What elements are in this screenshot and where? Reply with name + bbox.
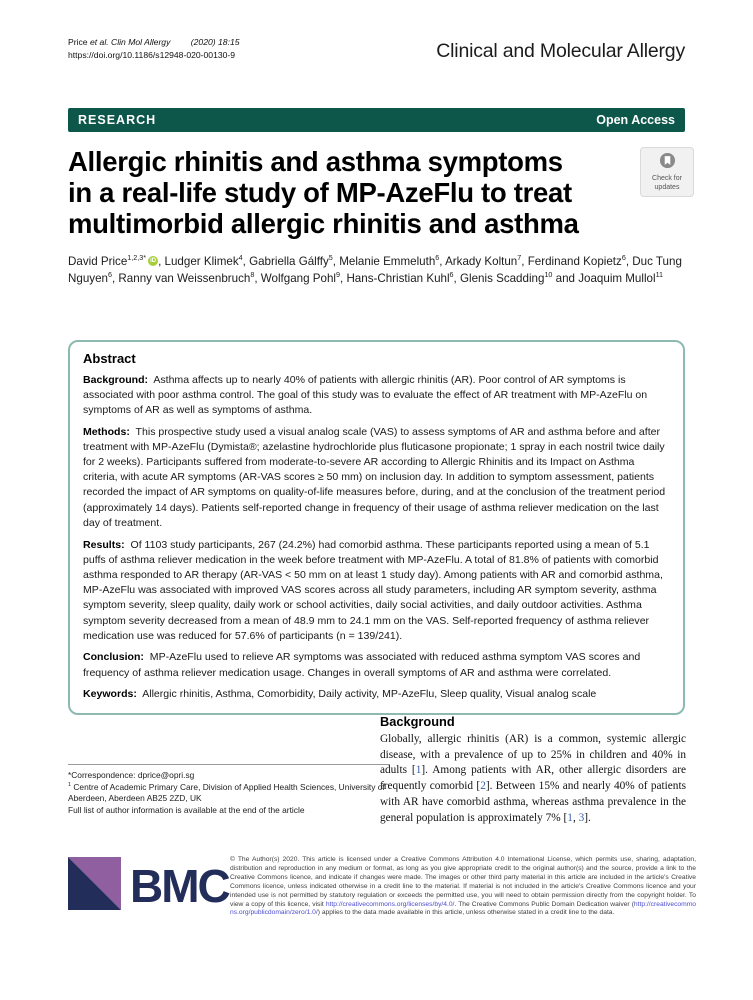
bmc-logo [68,857,229,915]
article-type-label: RESEARCH [78,113,157,127]
citation-link[interactable]: 2 [480,780,486,793]
check-badge-label-2: updates [654,183,680,191]
full-list-note: Full list of author information is available at the end of the article [68,804,305,815]
citation-link[interactable]: 1 [415,764,422,777]
correspondence-line [68,770,390,782]
title-line: Allergic rhinitis and asthma symptoms [68,146,563,177]
journal-name: Clinical and Molecular Allergy [436,40,685,62]
title-line: multimorbid allergic rhinitis and asthma [68,208,579,239]
citation-link[interactable]: 1 [567,811,573,824]
author-name: Duc Tung Nguyen$^6$ [68,255,682,285]
orcid-icon[interactable]: iD [150,258,157,264]
citation-link[interactable]: 3 [578,811,585,824]
author-name: Gabriella Gálffy$^5$ [249,253,333,268]
crossmark-icon [658,157,677,174]
abstract-section: Background: Asthma affects up to nearly 40% of patients with allergic rhinitis (AR). Poor control of AR symptoms is associated with poor asthma control. The goal of this study was to evaluate the effect of AR treatment with MP-AzeFlu on symptoms of AR as well as symptoms of asthma. [83,373,648,416]
article-title [68,146,643,239]
doi-link[interactable]: https://doi.org/10.1186/s12948-020-00130-9 [68,50,236,60]
title-line: in a real-life study of MP-AzeFlu to treat [68,177,572,208]
abstract-box [68,340,685,715]
citation-journal: et al. Clin Mol Allergy [89,37,171,47]
author-name: Wolfgang Pohl$^9$ [260,269,340,285]
footnote-divider [68,764,390,765]
article-type-banner [68,108,685,132]
citation-line [68,36,240,49]
author-name: Glenis Scadding$^{10}$ [460,269,553,285]
background-section [380,714,686,826]
author-name: Arkady Koltun$^7$ [445,253,522,268]
author-name: Hans-Christian Kuhl$^6$ [346,269,454,285]
abstract-section: Conclusion: MP-AzeFlu used to relieve AR symptoms was associated with reduced asthma symptom VAS scores and frequency of asthma reliever medication usage. Changes in overall symptoms of AR and asthma were correlated. [83,651,641,679]
check-badge-label-1: Check for [652,175,682,182]
abstract-section: Keywords: Allergic rhinitis, Asthma, Comorbidity, Daily activity, MP-AzeFlu, Sleep quality, Visual analog scale [83,688,597,701]
background-paragraph: Globally, allergic rhinitis (AR) is a common, systemic allergic disease, with a prevalence of up to 25% in children and 40% in adults [1]. Among patients with AR, other allergic disorders are frequently comorbid [2]. Between 15% and nearly 40% of patients with AR have comorbid asthma, whereas asthma prevalence in the general population is approximately 7% [1, 3]. [380,733,686,824]
author-list: David Price$^{1,2,3*}$ iD , Ludger Klimek$^4$, Gabriella Gálffy$^5$, Melanie Emmeluth$^6$, Arkady Koltun$^7$, Ferdinand Kopietz$^6$, Duc Tung Nguyen$^6$, Ranny van Weissenbruch$^8$, Wolfgang Pohl$^9$, Hans-Christian Kuhl$^6$, Glenis Scadding$^{10}$ and Joaquim Mullol$^{11}$ [68,253,682,285]
author-name: Ludger Klimek$^4$ [164,253,243,268]
correspondence-label: *Correspondence: [68,770,138,780]
citation-block [68,36,240,62]
author-name: Ranny van Weissenbruch$^8$ [118,269,255,285]
affiliation-line [68,782,390,805]
author-name: Ferdinand Kopietz$^6$ [527,253,626,268]
abstract-section: Methods: This prospective study used a visual analog scale (VAS) to assess symptoms of AR and asthma before and after treatment with MP-AzeFlu (Dymista®; azelastine hydrochloride plus fluticasone propionate; 1 spray in each nostril twice daily for 2 weeks). Participants suffered from moderate-to-severe AR according to Allergic Rhinitis and its Impact on Asthma criteria, with acute AR symptoms (AR-VAS scores ≥ 50 mm) on inclusion day. In addition to symptom assessment, patients recorded the impact of AR symptoms on quality-of-life measures before, during, and at the conclusion of the treatment period (approximately 14 days). Patients self-reported change in frequency of their usage of asthma reliever medication on the last day of treatment. [83,425,666,529]
affiliation-text: Centre of Academic Primary Care, Division of Applied Health Sciences, University of Aberdeen, Aberdeen AB25 2ZD, UK [68,781,385,804]
abstract-section: Results: Of 1103 study participants, 267 (24.2%) had comorbid asthma. These participants reported using a mean of 5.1 puffs of asthma reliever medication in the week before treatment with MP-AzeFlu. A total of 81.8% of patients with comorbid asthma responded to AR therapy (AR-VAS < 50 mm on at least 1 study day). Among patients with AR and comorbid asthma, MP-AzeFlu was associated with improved VAS scores across all study parameters, including AR symptom severity, asthma symptom severity, sleep quality, daily work or school activities, daily social activities, and daily outdoor activities. Asthma symptom severity decreased from a mean of 48.9 mm to 24.1 mm on the VAS. Self-reported frequency of asthma reliever medication use was reduced for 57.6% of participants (n = 139/241). [83,538,663,642]
citation-issue: (2020) 18:15 [190,37,240,47]
license-link[interactable]: http://creativecommons.org/publicdomain/zero/1.0/ [230,900,696,917]
abstract-sections [83,373,670,703]
bmc-logo-icon [68,857,121,915]
author-name: Joaquim Mullol$^{11}$ [578,269,664,285]
citation-author: Price [68,37,88,47]
abstract-heading: Abstract [83,351,136,366]
check-for-updates-badge[interactable] [640,147,694,197]
bmc-logo-text: BMC [130,859,229,912]
author-name: Melanie Emmeluth$^6$ [339,253,440,268]
affiliation-sup: 1 [68,781,72,788]
correspondence-footnote [68,764,390,816]
author-name: David Price$^{1,2,3*}$ iD [68,253,157,268]
copyright-text: © The Author(s) 2020. This article is licensed under a Creative Commons Attribution 4.0 International License, which permits use, sharing, adaptation, distribution and reproduction in any medium or format, as long as you give appropriate credit to the original author(s) and the source, provide a link to the Creative Commons licence, and indicate if changes were made. The images or other third party material in this article are included in the article's Creative Commons licence, unless indicated otherwise in a credit line to the material. If material is not included in the article's Creative Commons licence and your intended use is not permitted by statutory regulation or exceeds the permitted use, you will need to obtain permission directly from the copyright holder. To view a copy of this licence, visit http://creativecommons.org/licenses/by/4.0/. The Creative Commons Public Domain Dedication waiver (http://creativecommons.org/publicdomain/zero/1.0/) applies to the data made available in this article, unless otherwise stated in a credit line to the data. [230,856,696,917]
background-heading: Background [380,714,455,729]
open-access-label: Open Access [596,113,675,127]
correspondence-email[interactable]: dprice@opri.sg [137,770,195,780]
license-link[interactable]: http://creativecommons.org/licenses/by/4.0/ [325,900,455,908]
